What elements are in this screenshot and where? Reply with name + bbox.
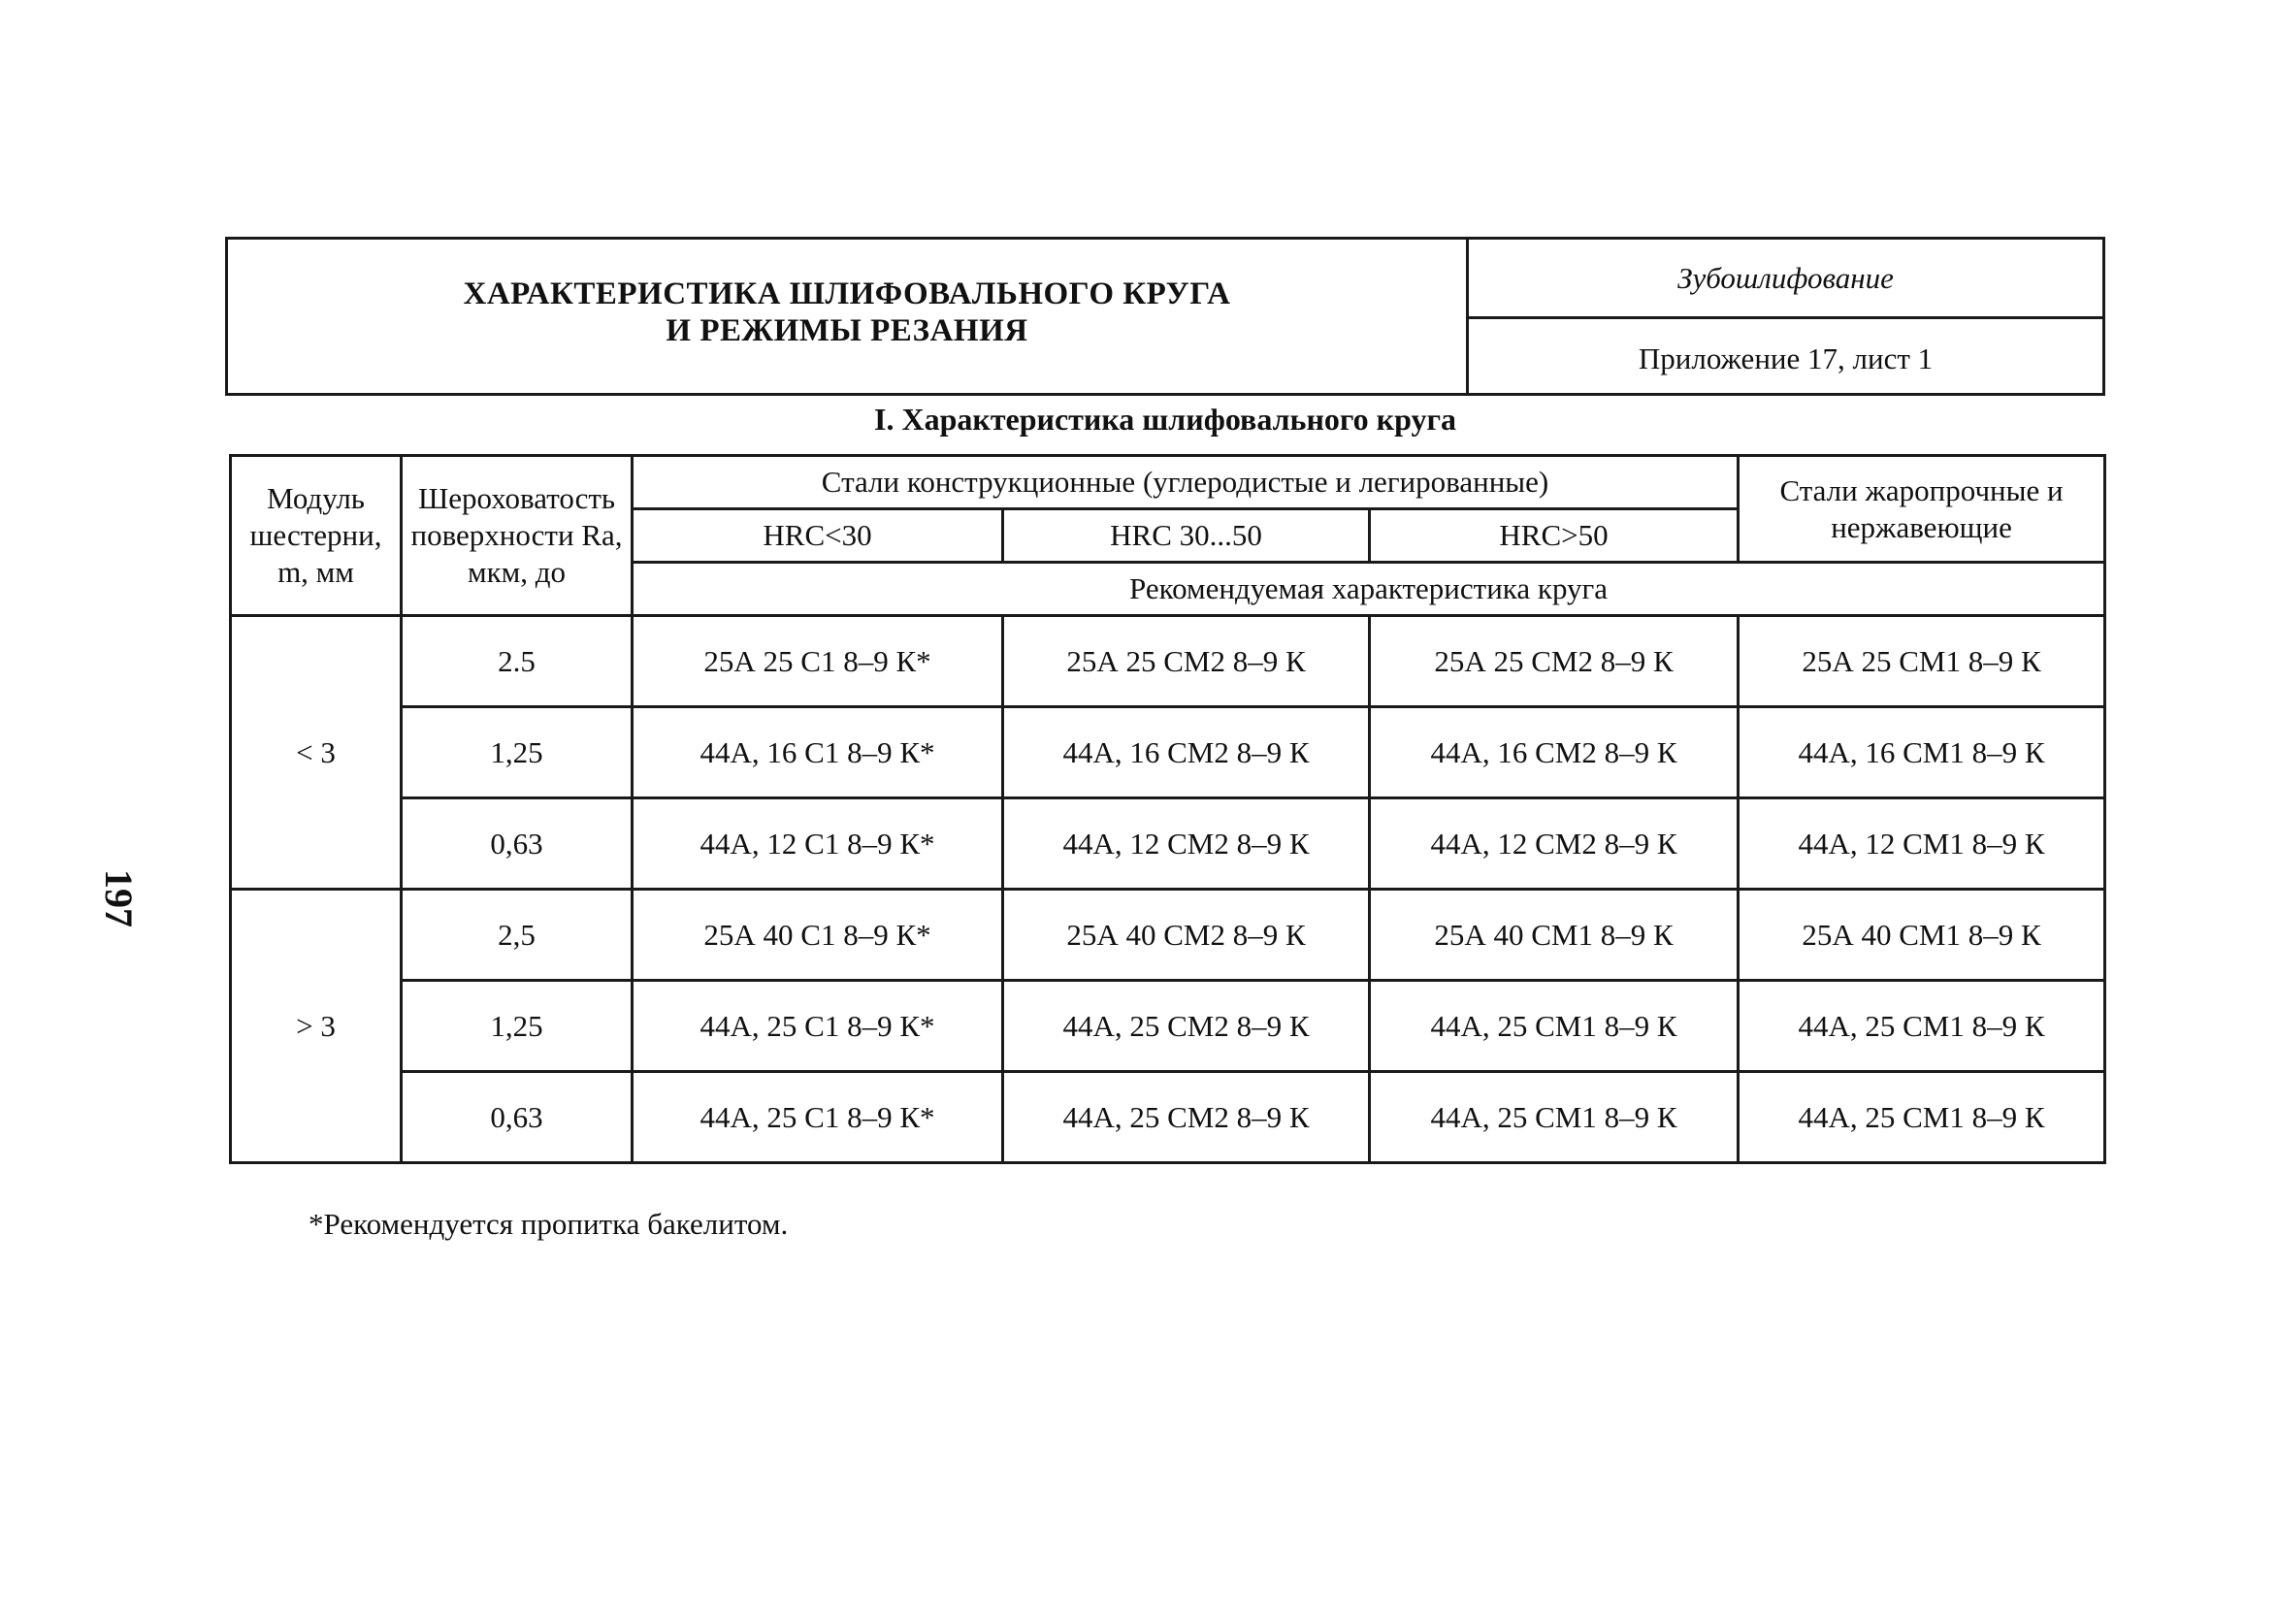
title-line-1: ХАРАКТЕРИСТИКА ШЛИФОВАЛЬНОГО КРУГА [463, 276, 1231, 311]
wheel-cell: 25А 40 СМ1 8–9 К [1370, 890, 1739, 981]
col-header-module: Модуль шестерни, m, мм [231, 456, 402, 616]
wheel-cell: 25А 40 С1 8–9 К* [633, 890, 1003, 981]
wheel-cell: 25А 25 СМ1 8–9 К [1739, 616, 2105, 707]
document-title [228, 240, 1469, 393]
wheel-cell: 25А 25 С1 8–9 К* [633, 616, 1003, 707]
wheel-cell: 44А, 16 СМ2 8–9 К [1003, 707, 1370, 798]
col-header-hrc-mid: HRC 30...50 [1003, 509, 1370, 563]
group-header-heat-resistant: Стали жаропрочные и нержавеющие [1739, 456, 2105, 563]
wheel-cell: 44А, 25 С1 8–9 К* [633, 981, 1003, 1072]
wheel-cell: 44А, 25 СМ2 8–9 К [1003, 981, 1370, 1072]
wheel-cell: 44А, 25 СМ1 8–9 К [1739, 1072, 2105, 1163]
document-header [225, 237, 2105, 396]
grinding-wheel-table [229, 454, 2106, 1164]
table-row [231, 707, 2105, 798]
wheel-cell: 25А 40 СМ2 8–9 К [1003, 890, 1370, 981]
page-number: 197 [97, 869, 141, 927]
module-cell: < 3 [231, 616, 402, 890]
appendix-label: Приложение 17, лист 1 [1638, 341, 1934, 375]
wheel-cell: 44А, 25 С1 8–9 К* [633, 1072, 1003, 1163]
wheel-cell: 25А 25 СМ2 8–9 К [1370, 616, 1739, 707]
roughness-cell: 0,63 [402, 798, 633, 890]
wheel-cell: 44А, 25 СМ1 8–9 К [1739, 981, 2105, 1072]
wheel-cell: 25А 40 СМ1 8–9 К [1739, 890, 2105, 981]
wheel-cell: 44А, 16 СМ2 8–9 К [1370, 707, 1739, 798]
wheel-cell: 25А 25 СМ2 8–9 К [1003, 616, 1370, 707]
wheel-cell: 44А, 25 СМ1 8–9 К [1370, 981, 1739, 1072]
wheel-cell: 44А, 25 СМ2 8–9 К [1003, 1072, 1370, 1163]
group-header-structural: Стали конструкционные (углеродистые и легированные) [633, 456, 1739, 509]
wheel-cell: 44А, 12 СМ2 8–9 К [1003, 798, 1370, 890]
operation-label: Зубошлифование [1469, 240, 2102, 319]
roughness-cell: 0,63 [402, 1072, 633, 1163]
roughness-cell: 2,5 [402, 890, 633, 981]
wheel-cell: 44А, 16 С1 8–9 К* [633, 707, 1003, 798]
header-meta [1469, 240, 2102, 393]
wheel-cell: 44А, 12 СМ2 8–9 К [1370, 798, 1739, 890]
col-header-roughness: Шероховатость поверхности Ra, мкм, до [402, 456, 633, 616]
table-row [231, 981, 2105, 1072]
roughness-cell: 1,25 [402, 707, 633, 798]
table-row [231, 1072, 2105, 1163]
wheel-cell: 44А, 12 СМ1 8–9 К [1739, 798, 2105, 890]
footnote: *Рекомендуется пропитка бакелитом. [309, 1207, 789, 1241]
wheel-cell: 44А, 25 СМ1 8–9 К [1370, 1072, 1739, 1163]
recommended-header: Рекомендуемая характеристика круга [633, 563, 2105, 616]
table-row [231, 616, 2105, 707]
wheel-cell: 44А, 16 СМ1 8–9 К [1739, 707, 2105, 798]
section-title: I. Характеристика шлифовального круга [874, 402, 1456, 437]
table-row [231, 798, 2105, 890]
col-header-hrc-low: HRC<30 [633, 509, 1003, 563]
module-cell: > 3 [231, 890, 402, 1163]
title-line-2: И РЕЖИМЫ РЕЗАНИЯ [666, 313, 1028, 348]
roughness-cell: 1,25 [402, 981, 633, 1072]
table-row [231, 890, 2105, 981]
header-row [231, 456, 2105, 509]
col-header-hrc-high: HRC>50 [1370, 509, 1739, 563]
wheel-cell: 44А, 12 С1 8–9 К* [633, 798, 1003, 890]
roughness-cell: 2.5 [402, 616, 633, 707]
